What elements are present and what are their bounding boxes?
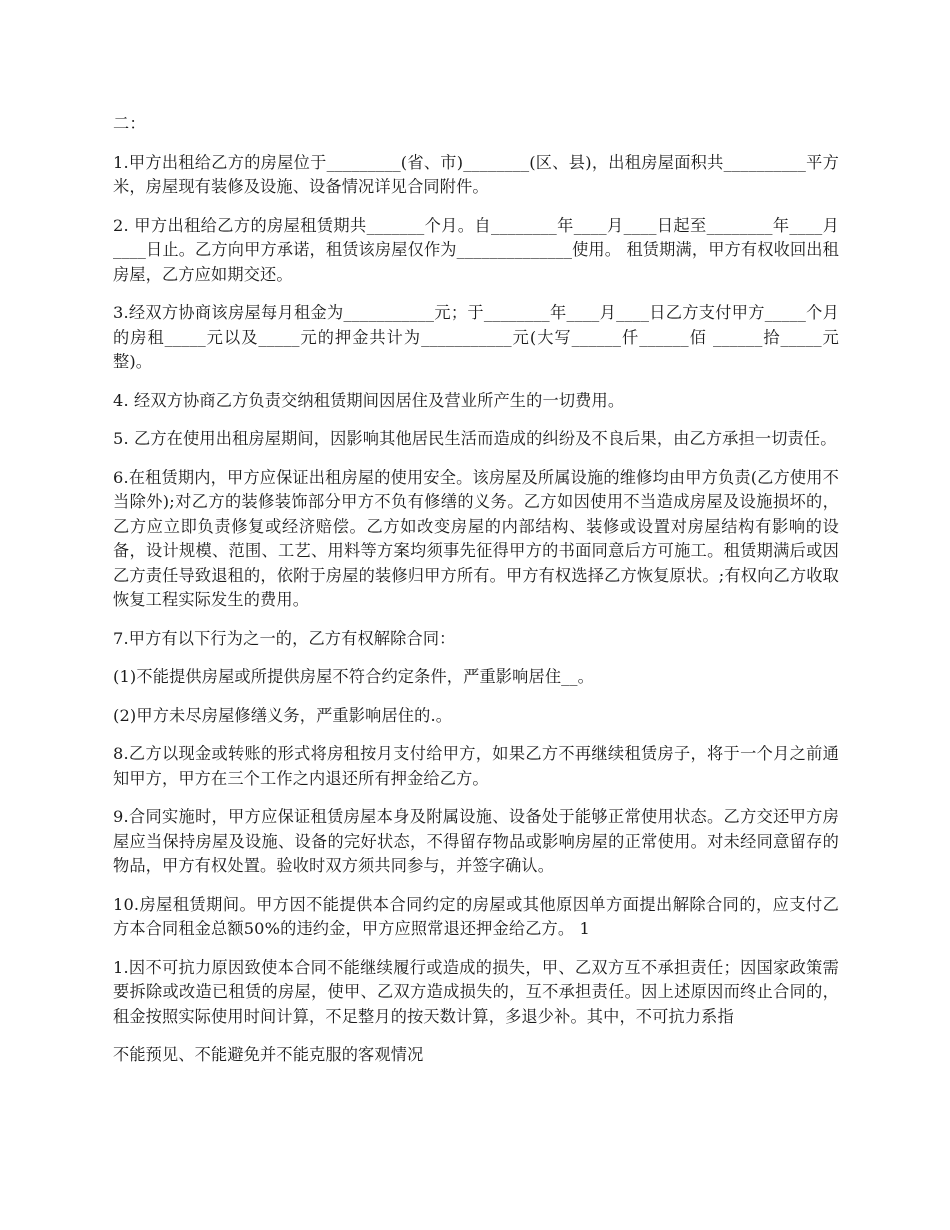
- clause-5-liability: 5. 乙方在使用出租房屋期间，因影响其他居民生活而造成的纠纷及不良后果，由乙方承担一切责任。: [113, 429, 837, 448]
- clause-2-term: 2. 甲方出租给乙方的房屋租赁期共_______个月。自________年____月____日起至________年____月____日止。乙方向甲方承诺，租赁该房屋仅作为______________使用。 租赁期满，甲方有权收回出租房屋，乙方应如期交还。: [113, 215, 839, 284]
- force-majeure-definition: 不能预见、不能避免并不能克服的客观情况: [113, 1045, 424, 1064]
- clause-10-breach: 10.房屋租赁期间。甲方因不能提供本合同约定的房屋或其他原因单方面提出解除合同的，应支付乙方本合同租金总额50%的违约金，甲方应照常退还押金给乙方。 1: [113, 894, 839, 938]
- clause-7-item-2: (2)甲方未尽房屋修缮义务，严重影响居住的.。: [113, 705, 453, 725]
- clause-1-location: 1.甲方出租给乙方的房屋位于_________(省、市)________(区、县)，出租房屋面积共__________平方米，房屋现有装修及设施、设备情况详见合同附件。: [113, 152, 839, 196]
- clause-9-condition: 9.合同实施时，甲方应保证租赁房屋本身及附属设施、设备处于能够正常使用状态。乙方交还甲方房屋应当保持房屋及设施、设备的完好状态，不得留存物品或影响房屋的正常使用。对未经同意留存的物品，甲方有权处置。验收时双方须共同参与，并签字确认。: [113, 807, 839, 875]
- document-body: [113, 112, 839, 1082]
- force-majeure-clause: 1.因不可抗力原因致使本合同不能继续履行或造成的损失，甲、乙双方互不承担责任；因国家政策需要拆除或改造已租赁的房屋，使甲、乙双方造成损失的，互不承担责任。因上述原因而终止合同的，租金按照实际使用时间计算，不足整月的按天数计算，多退少补。其中，不可抗力系指: [113, 957, 839, 1026]
- clause-6-maintenance: 6.在租赁期内，甲方应保证出租房屋的使用安全。该房屋及所属设施的维修均由甲方负责(乙方使用不当除外);对乙方的装修装饰部分甲方不负有修缮的义务。乙方如因使用不当造成房屋及设施损坏的，乙方应立即负责修复或经济赔偿。乙方如改变房屋的内部结构、装修或设置对房屋结构有影响的设备，设计规模、范围、工艺、用料等方案均须事先征得甲方的书面同意后方可施工。租赁期满后或因乙方责任导致退租的，依附于房屋的装修归甲方所有。甲方有权选择乙方恢复原状。;有权向乙方收取恢复工程实际发生的费用。: [113, 467, 839, 609]
- section-heading: 二：: [113, 114, 146, 133]
- clause-3-rent: 3.经双方协商该房屋每月租金为___________元；于________年____月____日乙方支付甲方_____个月的房租_____元以及_____元的押金共计为___________元(大写______仟______佰 ______拾_____元整)。: [113, 303, 839, 371]
- clause-8-payment: 8.乙方以现金或转账的形式将房租按月支付给甲方，如果乙方不再继续租赁房子，将于一个月之前通知甲方，甲方在三个工作之内退还所有押金给乙方。: [113, 744, 839, 788]
- clause-7-item-1: (1)不能提供房屋或所提供房屋不符合约定条件，严重影响居住__。: [113, 667, 594, 686]
- clause-4-fees: 4. 经双方协商乙方负责交纳租赁期间因居住及营业所产生的一切费用。: [113, 390, 625, 410]
- clause-7-termination: 7.甲方有以下行为之一的，乙方有权解除合同：: [113, 628, 456, 648]
